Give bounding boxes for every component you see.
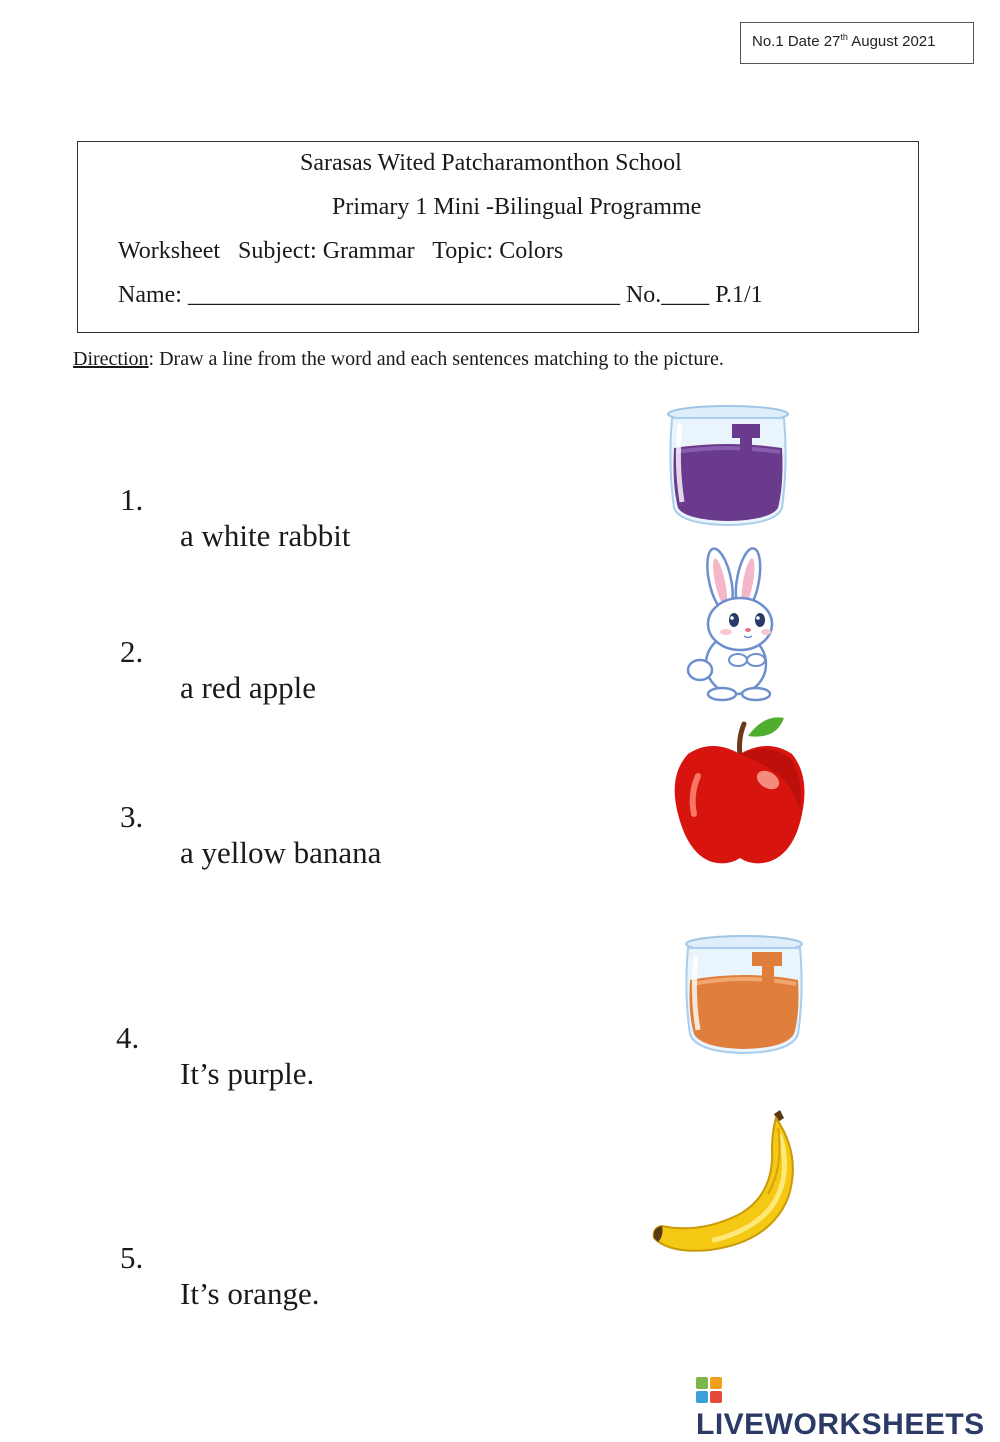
item-2[interactable] xyxy=(120,598,316,706)
item-text: It’s orange. xyxy=(180,1276,320,1311)
date-prefix: No.1 Date 27 xyxy=(752,33,841,50)
direction-body: : Draw a line from the word and each sentences matching to the picture. xyxy=(148,348,724,370)
item-text: It’s purple. xyxy=(180,1056,315,1091)
liveworksheets-logo xyxy=(696,1374,1000,1441)
item-number: 4. xyxy=(116,1020,140,1055)
programme-name: Primary 1 Mini -Bilingual Programme xyxy=(332,194,702,220)
item-3[interactable] xyxy=(120,763,382,871)
item-1[interactable] xyxy=(120,446,351,554)
item-number: 1. xyxy=(120,482,144,517)
yellow-banana-icon[interactable] xyxy=(650,1106,808,1256)
item-number: 5. xyxy=(120,1240,144,1275)
item-4[interactable] xyxy=(116,984,315,1092)
liveworksheets-logo-text: LIVEWORKSHEETS xyxy=(696,1408,985,1441)
item-number: 2. xyxy=(120,634,144,669)
item-text: a red apple xyxy=(180,670,316,705)
orange-paint-jar-icon[interactable] xyxy=(682,934,806,1058)
red-apple-icon[interactable] xyxy=(672,714,808,868)
date-month-year: August 2021 xyxy=(847,33,936,50)
white-rabbit-icon[interactable] xyxy=(682,546,786,702)
liveworksheets-logo-icon xyxy=(696,1377,722,1403)
date-box xyxy=(740,22,974,64)
name-line: Name: ____________________________________ No.____ P.1/1 xyxy=(118,282,763,308)
direction-text xyxy=(73,348,724,371)
item-number: 3. xyxy=(120,799,144,834)
item-text: a white rabbit xyxy=(180,518,351,553)
item-text: a yellow banana xyxy=(180,835,382,870)
subject-line: Worksheet Subject: Grammar Topic: Colors xyxy=(118,238,564,264)
worksheet-header xyxy=(77,141,919,333)
direction-label: Direction xyxy=(73,348,149,370)
purple-paint-jar-icon[interactable] xyxy=(666,404,790,530)
date-suffix-sup: th xyxy=(840,32,848,42)
item-5[interactable] xyxy=(120,1204,320,1312)
school-name: Sarasas Wited Patcharamonthon School xyxy=(300,150,682,176)
